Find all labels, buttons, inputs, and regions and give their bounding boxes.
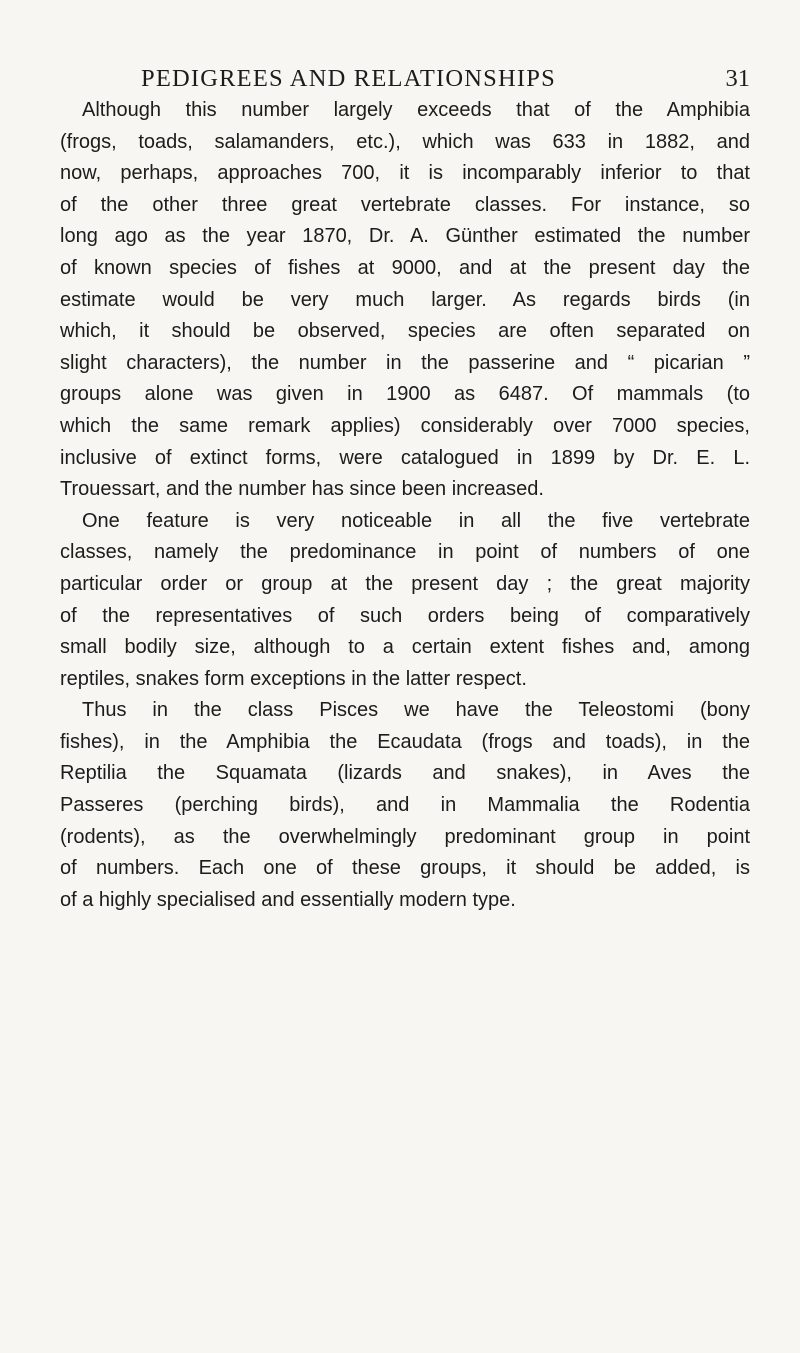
text-line: which, it should be observed, species are often separated on xyxy=(60,320,750,343)
page-number: 31 xyxy=(725,65,750,92)
text-line: One feature is very noticeable in all the five vertebrate xyxy=(82,509,750,532)
text-line: Trouessart, and the number has since been increased. xyxy=(60,478,544,501)
text-line: small bodily size, although to a certain extent fishes and, among xyxy=(60,636,750,659)
text-line: (frogs, toads, salamanders, etc.), which was 633 in 1882, and xyxy=(60,130,750,153)
text-line: of known species of fishes at 9000, and at the present day the xyxy=(60,256,750,279)
text-line: of the representatives of such orders being of comparatively xyxy=(60,604,750,627)
text-line: inclusive of extinct forms, were catalogued in 1899 by Dr. E. L. xyxy=(60,446,750,469)
text-line: fishes), in the Amphibia the Ecaudata (frogs and toads), in the xyxy=(60,730,750,753)
paragraph-1 xyxy=(60,95,750,506)
body-text xyxy=(60,95,750,916)
text-line: of a highly specialised and essentially modern type. xyxy=(60,888,516,911)
text-line: estimate would be very much larger. As regards birds (in xyxy=(60,288,750,311)
text-line: Passeres (perching birds), and in Mammalia the Rodentia xyxy=(60,794,750,817)
text-line: particular order or group at the present day ; the great majority xyxy=(60,572,750,595)
text-line: slight characters), the number in the passerine and “ picarian ” xyxy=(60,351,750,374)
running-head xyxy=(60,62,750,96)
text-line: now, perhaps, approaches 700, it is incomparably inferior to that xyxy=(60,162,750,185)
paragraph-2 xyxy=(60,506,750,917)
text-line: which the same remark applies) considerably over 7000 species, xyxy=(60,414,750,437)
running-title: PEDIGREES AND RELATIONSHIPS xyxy=(141,65,556,92)
text-line: Thus in the class Pisces we have the Teleostomi (bony xyxy=(82,699,750,722)
text-line: Although this number largely exceeds that of the Amphibia xyxy=(82,99,750,121)
text-line: reptiles, snakes form exceptions in the latter respect. xyxy=(60,667,527,690)
text-line: of the other three great vertebrate classes. For instance, so xyxy=(60,193,750,216)
text-line: long ago as the year 1870, Dr. A. Günther estimated the number xyxy=(60,225,750,248)
text-line: groups alone was given in 1900 as 6487. Of mammals (to xyxy=(60,383,750,406)
text-line: classes, namely the predominance in point of numbers of one xyxy=(60,541,750,564)
text-line: Reptilia the Squamata (lizards and snakes), in Aves the xyxy=(60,762,750,785)
text-line: of numbers. Each one of these groups, it should be added, is xyxy=(60,857,750,880)
text-line: (rodents), as the overwhelmingly predominant group in point xyxy=(60,825,750,848)
